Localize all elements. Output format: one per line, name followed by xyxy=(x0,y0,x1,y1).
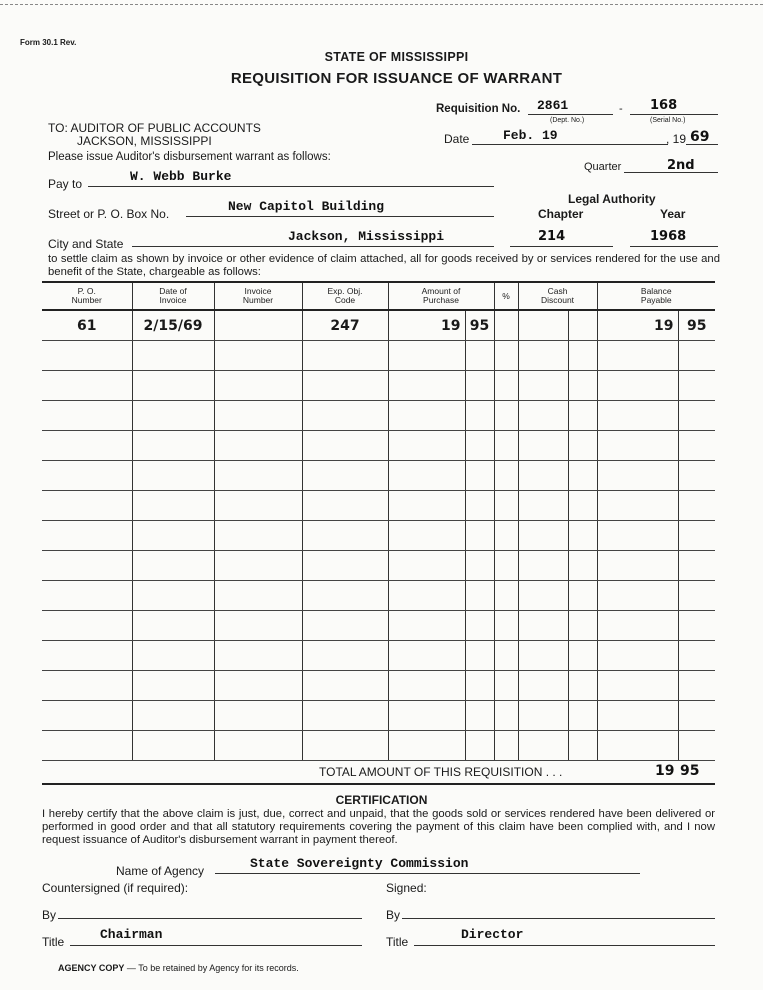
total-label: TOTAL AMOUNT OF THIS REQUISITION . . . xyxy=(319,765,563,779)
cell-invoice-number xyxy=(214,671,302,701)
cell-invoice-date xyxy=(132,521,214,551)
cell-amount-dollars xyxy=(388,671,465,701)
title-label-left: Title xyxy=(42,935,65,949)
cell-balance-dollars xyxy=(597,731,678,761)
cell-balance-dollars xyxy=(597,521,678,551)
cell-po-number xyxy=(42,581,132,611)
agency-value: State Sovereignty Commission xyxy=(250,856,469,871)
cell-balance-dollars xyxy=(597,371,678,401)
cell-po-number xyxy=(42,491,132,521)
title-line-right xyxy=(414,945,715,946)
cell-invoice-date xyxy=(132,371,214,401)
cell-exp-obj-code xyxy=(302,641,388,671)
date-label: Date xyxy=(444,132,470,146)
claims-table xyxy=(42,281,715,761)
signed-label: Signed: xyxy=(386,881,427,895)
cell-cash-discount xyxy=(518,431,568,461)
by-label-right: By xyxy=(386,908,401,922)
chapter-label: Chapter xyxy=(538,207,584,221)
cell-amount-cents xyxy=(465,731,494,761)
legal-year-line xyxy=(630,246,718,247)
cell-invoice-date xyxy=(132,461,214,491)
cell-exp-obj-code xyxy=(302,401,388,431)
cell-amount-cents xyxy=(465,431,494,461)
col-amount-of-purchase xyxy=(388,282,494,310)
cell-discount-cents xyxy=(568,701,597,731)
table-header-row xyxy=(42,282,715,310)
cell-amount-cents xyxy=(465,551,494,581)
cell-discount-cents xyxy=(568,401,597,431)
serial-caption: (Serial No.) xyxy=(650,117,686,124)
city-label: City and State xyxy=(48,237,124,251)
cell-amount-cents xyxy=(465,371,494,401)
cell-discount-cents xyxy=(568,491,597,521)
cell-invoice-number xyxy=(214,341,302,371)
cell-invoice-date xyxy=(132,581,214,611)
cell-po-number xyxy=(42,731,132,761)
cell-cash-discount xyxy=(518,671,568,701)
cell-percent xyxy=(494,371,518,401)
scan-edge xyxy=(0,4,763,5)
cell-percent xyxy=(494,701,518,731)
cell-percent xyxy=(494,641,518,671)
addressee-line2: JACKSON, MISSISSIPPI xyxy=(77,134,212,148)
col-amount-label: Amount of Purchase xyxy=(421,286,461,305)
col-invoice-label: Invoice Number xyxy=(242,286,274,305)
cell-amount-dollars xyxy=(388,401,465,431)
street-line xyxy=(186,216,494,217)
cell-amount-cents xyxy=(465,641,494,671)
table-row xyxy=(42,581,715,611)
cell-percent xyxy=(494,731,518,761)
cell-amount-dollars xyxy=(388,521,465,551)
instruction-text: Please issue Auditor's disbursement warrant as follows: xyxy=(48,151,331,163)
cell-balance-cents xyxy=(678,671,715,701)
col-code-label: Exp. Obj. Code xyxy=(327,286,363,305)
col-discount-label: Cash Discount xyxy=(540,286,575,305)
cell-balance-dollars xyxy=(597,401,678,431)
cell-balance-cents xyxy=(678,731,715,761)
title-value-left: Chairman xyxy=(100,927,163,942)
cell-amount-dollars xyxy=(388,491,465,521)
cell-balance-dollars xyxy=(597,671,678,701)
cell-balance-cents xyxy=(678,611,715,641)
cell-amount-dollars xyxy=(388,641,465,671)
year-label: Year xyxy=(660,207,686,221)
cell-cash-discount xyxy=(518,641,568,671)
chapter-line xyxy=(510,246,613,247)
title-label-right: Title xyxy=(386,935,409,949)
cell-balance-dollars xyxy=(597,581,678,611)
cell-po-number xyxy=(42,551,132,581)
cell-amount-dollars xyxy=(388,341,465,371)
quarter-line xyxy=(624,172,718,173)
cell-cash-discount xyxy=(518,701,568,731)
cell-balance-cents xyxy=(678,491,715,521)
cell-balance-dollars xyxy=(597,431,678,461)
cell-balance-dollars: 19 xyxy=(597,310,678,341)
cell-amount-dollars xyxy=(388,431,465,461)
cell-percent xyxy=(494,491,518,521)
cell-balance-cents xyxy=(678,581,715,611)
cell-po-number xyxy=(42,641,132,671)
cell-cash-discount xyxy=(518,731,568,761)
cell-balance-dollars xyxy=(597,701,678,731)
cell-percent xyxy=(494,310,518,341)
footer-copy-label: AGENCY COPY xyxy=(58,963,125,973)
cell-invoice-number xyxy=(214,431,302,461)
dash-separator: - xyxy=(619,103,623,115)
cell-amount-cents: 95 xyxy=(465,310,494,341)
cell-invoice-number xyxy=(214,581,302,611)
cell-discount-cents xyxy=(568,521,597,551)
total-cents: 95 xyxy=(680,763,700,779)
col-percent-label: % xyxy=(502,290,510,301)
table-row xyxy=(42,641,715,671)
cell-po-number xyxy=(42,701,132,731)
table-row xyxy=(42,310,715,341)
dept-number-line xyxy=(528,114,613,115)
cell-invoice-date: 2/15/69 xyxy=(132,310,214,341)
footer-copy-text: — To be retained by Agency for its records. xyxy=(126,963,299,973)
certification-title: CERTIFICATION xyxy=(335,793,428,807)
cell-balance-dollars xyxy=(597,611,678,641)
city-line xyxy=(132,246,494,247)
cell-cash-discount xyxy=(518,521,568,551)
cell-amount-dollars xyxy=(388,611,465,641)
cell-amount-dollars xyxy=(388,581,465,611)
cell-invoice-number xyxy=(214,310,302,341)
col-percent xyxy=(494,282,518,310)
cell-discount-cents xyxy=(568,341,597,371)
cell-invoice-number xyxy=(214,371,302,401)
cell-balance-cents xyxy=(678,521,715,551)
cell-balance-cents xyxy=(678,461,715,491)
cell-discount-cents xyxy=(568,461,597,491)
cell-invoice-date xyxy=(132,641,214,671)
cell-balance-cents xyxy=(678,371,715,401)
by-line-left xyxy=(58,918,362,919)
cell-discount-cents xyxy=(568,310,597,341)
table-row xyxy=(42,521,715,551)
cell-exp-obj-code xyxy=(302,461,388,491)
cell-exp-obj-code: 247 xyxy=(302,310,388,341)
total-dollars: 19 xyxy=(655,763,675,779)
cell-exp-obj-code xyxy=(302,431,388,461)
cell-invoice-date xyxy=(132,491,214,521)
table-row xyxy=(42,671,715,701)
cell-invoice-date xyxy=(132,431,214,461)
cell-exp-obj-code xyxy=(302,701,388,731)
col-date-of-invoice xyxy=(132,282,214,310)
table-row xyxy=(42,461,715,491)
cell-amount-dollars xyxy=(388,701,465,731)
cell-percent xyxy=(494,461,518,491)
cell-discount-cents xyxy=(568,731,597,761)
cell-discount-cents xyxy=(568,611,597,641)
cell-invoice-date xyxy=(132,551,214,581)
cell-invoice-number xyxy=(214,611,302,641)
table-row xyxy=(42,371,715,401)
cell-invoice-number xyxy=(214,491,302,521)
cell-exp-obj-code xyxy=(302,491,388,521)
cell-invoice-date xyxy=(132,671,214,701)
serial-number-line xyxy=(630,114,718,115)
form-title: REQUISITION FOR ISSUANCE OF WARRANT xyxy=(230,70,563,87)
cell-invoice-number xyxy=(214,701,302,731)
col-po-number xyxy=(42,282,132,310)
cell-invoice-number xyxy=(214,731,302,761)
cell-cash-discount xyxy=(518,491,568,521)
cell-discount-cents xyxy=(568,551,597,581)
table-row xyxy=(42,551,715,581)
table-row xyxy=(42,341,715,371)
table-row xyxy=(42,401,715,431)
cell-percent xyxy=(494,611,518,641)
cell-percent xyxy=(494,401,518,431)
col-invoice-number xyxy=(214,282,302,310)
legal-authority-title: Legal Authority xyxy=(568,192,656,206)
agency-label: Name of Agency xyxy=(116,864,205,878)
pay-to-line xyxy=(88,186,494,187)
cell-exp-obj-code xyxy=(302,731,388,761)
cell-po-number xyxy=(42,671,132,701)
cell-po-number xyxy=(42,461,132,491)
cell-balance-cents: 95 xyxy=(678,310,715,341)
dept-caption: (Dept. No.) xyxy=(550,117,585,124)
cell-balance-cents xyxy=(678,641,715,671)
cell-amount-dollars xyxy=(388,461,465,491)
cell-amount-dollars: 19 xyxy=(388,310,465,341)
col-exp-obj-code xyxy=(302,282,388,310)
table-row xyxy=(42,491,715,521)
settle-text: to settle claim as shown by invoice or other evidence of claim attached, all for goods received by or services rendered for the use and benefit of the State, chargeable as follows: xyxy=(48,253,720,278)
cell-amount-cents xyxy=(465,491,494,521)
by-label-left: By xyxy=(42,908,57,922)
chapter-value: 214 xyxy=(538,229,566,244)
cell-invoice-date xyxy=(132,341,214,371)
cell-discount-cents xyxy=(568,671,597,701)
requisition-label: Requisition No. xyxy=(436,103,521,115)
cell-balance-dollars xyxy=(597,341,678,371)
form-number: Form 30.1 Rev. xyxy=(20,38,77,47)
cell-invoice-number xyxy=(214,401,302,431)
cell-cash-discount xyxy=(518,371,568,401)
cell-cash-discount xyxy=(518,551,568,581)
cell-po-number xyxy=(42,401,132,431)
cell-percent xyxy=(494,671,518,701)
cell-amount-dollars xyxy=(388,371,465,401)
serial-number: 168 xyxy=(650,98,678,113)
cell-invoice-date xyxy=(132,611,214,641)
cell-exp-obj-code xyxy=(302,581,388,611)
cell-cash-discount xyxy=(518,611,568,641)
countersigned-label: Countersigned (if required): xyxy=(42,881,189,895)
cell-invoice-number xyxy=(214,521,302,551)
cell-exp-obj-code xyxy=(302,611,388,641)
cell-cash-discount xyxy=(518,310,568,341)
cell-amount-dollars xyxy=(388,551,465,581)
cell-discount-cents xyxy=(568,581,597,611)
cell-amount-cents xyxy=(465,521,494,551)
cell-discount-cents xyxy=(568,641,597,671)
cell-amount-cents xyxy=(465,341,494,371)
cell-po-number xyxy=(42,431,132,461)
cell-balance-cents xyxy=(678,401,715,431)
cell-balance-dollars xyxy=(597,461,678,491)
cell-balance-dollars xyxy=(597,641,678,671)
cell-amount-dollars xyxy=(388,731,465,761)
footer-note xyxy=(58,963,299,973)
cell-invoice-date xyxy=(132,731,214,761)
street-label: Street or P. O. Box No. xyxy=(48,207,170,221)
cell-cash-discount xyxy=(518,341,568,371)
cell-amount-cents xyxy=(465,671,494,701)
cell-exp-obj-code xyxy=(302,371,388,401)
city-value: Jackson, Mississippi xyxy=(288,229,445,244)
year-suffix: 69 xyxy=(690,129,710,145)
agency-line xyxy=(215,873,640,874)
pay-to-value: W. Webb Burke xyxy=(130,169,232,184)
cell-exp-obj-code xyxy=(302,551,388,581)
cell-percent xyxy=(494,581,518,611)
col-cash-discount xyxy=(518,282,597,310)
quarter-value: 2nd xyxy=(667,158,695,173)
quarter-label: Quarter xyxy=(584,161,622,173)
cell-po-number xyxy=(42,521,132,551)
date-line xyxy=(472,144,668,145)
cell-po-number: 61 xyxy=(42,310,132,341)
title-value-right: Director xyxy=(461,927,524,942)
cell-invoice-number xyxy=(214,551,302,581)
cell-invoice-number xyxy=(214,461,302,491)
cell-po-number xyxy=(42,611,132,641)
cell-po-number xyxy=(42,341,132,371)
cell-percent xyxy=(494,551,518,581)
cell-exp-obj-code xyxy=(302,521,388,551)
cell-cash-discount xyxy=(518,401,568,431)
col-balance-payable xyxy=(597,282,715,310)
col-po-number-label: P. O. Number xyxy=(71,286,102,305)
table-row xyxy=(42,701,715,731)
dept-number: 2861 xyxy=(537,98,569,113)
cell-percent xyxy=(494,431,518,461)
table-row xyxy=(42,431,715,461)
cell-amount-cents xyxy=(465,461,494,491)
street-value: New Capitol Building xyxy=(228,199,385,214)
cell-percent xyxy=(494,521,518,551)
cell-balance-dollars xyxy=(597,551,678,581)
year-prefix: , 19 xyxy=(666,132,687,146)
date-value: Feb. 19 xyxy=(503,128,558,143)
table-row xyxy=(42,611,715,641)
table-body xyxy=(42,310,715,761)
table-row xyxy=(42,731,715,761)
by-line-right xyxy=(402,918,715,919)
cell-invoice-date xyxy=(132,401,214,431)
cell-balance-cents xyxy=(678,701,715,731)
cell-invoice-number xyxy=(214,641,302,671)
col-balance-label: Balance Payable xyxy=(640,286,672,305)
cell-discount-cents xyxy=(568,431,597,461)
cell-exp-obj-code xyxy=(302,671,388,701)
cell-amount-cents xyxy=(465,401,494,431)
cell-amount-cents xyxy=(465,701,494,731)
certification-text: I hereby certify that the above claim is just, due, correct and unpaid, that the goods sold or services rendered have been delivered or performed in good order and that all statutory requirements covering the payment of this claim have been complied with, and I now request issuance of Auditor's disbursement warrant in payment thereof. xyxy=(42,808,715,846)
title-line-left xyxy=(70,945,362,946)
cell-balance-cents xyxy=(678,431,715,461)
total-rule xyxy=(42,783,715,785)
col-date-label: Date of Invoice xyxy=(159,286,187,305)
cell-amount-cents xyxy=(465,581,494,611)
year-line xyxy=(686,144,718,145)
addressee-line1: TO: AUDITOR OF PUBLIC ACCOUNTS xyxy=(48,121,261,135)
cell-po-number xyxy=(42,371,132,401)
cell-percent xyxy=(494,341,518,371)
cell-amount-cents xyxy=(465,611,494,641)
cell-discount-cents xyxy=(568,371,597,401)
state-heading: STATE OF MISSISSIPPI xyxy=(324,50,469,64)
cell-balance-dollars xyxy=(597,491,678,521)
cell-invoice-date xyxy=(132,701,214,731)
cell-balance-cents xyxy=(678,551,715,581)
legal-year-value: 1968 xyxy=(650,229,687,244)
cell-cash-discount xyxy=(518,581,568,611)
pay-to-label: Pay to xyxy=(48,177,83,191)
cell-exp-obj-code xyxy=(302,341,388,371)
cell-balance-cents xyxy=(678,341,715,371)
cell-cash-discount xyxy=(518,461,568,491)
